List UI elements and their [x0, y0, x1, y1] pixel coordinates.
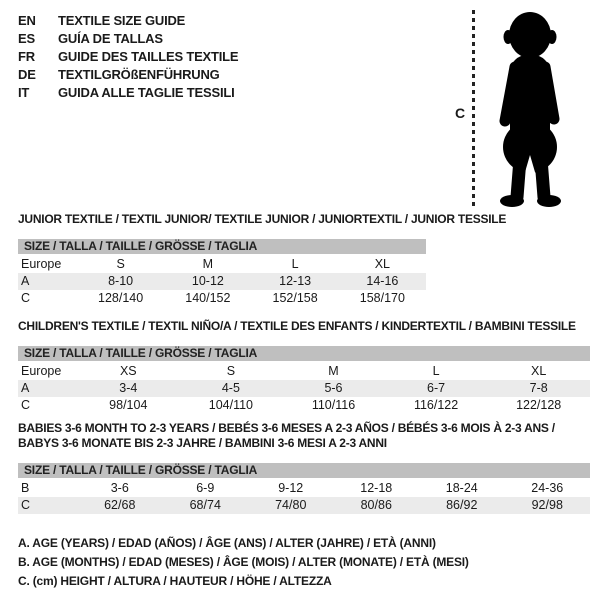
size-cell: 62/68 [104, 498, 136, 512]
table-row [18, 497, 590, 514]
size-cell: 12-18 [360, 481, 393, 495]
size-cell: 116/122 [413, 398, 459, 412]
size-cell: XL [531, 364, 547, 378]
footnote-b: B. AGE (MONTHS) / EDAD (MESES) / ÂGE (MOIS) / ALTER (MONATE) / ETÀ (MESI) [18, 555, 469, 569]
size-cell: L [291, 257, 299, 271]
size-header-bar: SIZE / TALLA / TAILLE / GRÖSSE / TAGLIA [18, 463, 590, 478]
table-row [18, 363, 590, 380]
size-cell: 3-4 [119, 381, 138, 395]
size-cell: 12-13 [279, 274, 312, 288]
language-code: IT [18, 85, 30, 100]
table-row [18, 273, 426, 290]
language-code: DE [18, 67, 36, 82]
section-title: JUNIOR TEXTILE / TEXTIL JUNIOR/ TEXTILE JUNIOR / JUNIORTEXTIL / JUNIOR TESSILE [18, 212, 507, 226]
row-label: C [21, 498, 31, 512]
size-cell: 9-12 [278, 481, 304, 495]
table-row [18, 397, 590, 414]
language-title: GUÍA DE TALLAS [58, 31, 163, 46]
row-label: A [21, 381, 30, 395]
language-code: FR [18, 49, 35, 64]
footnote-c: C. (cm) HEIGHT / ALTURA / HAUTEUR / HÖHE / ALTEZZA [18, 574, 332, 588]
section-title: CHILDREN'S TEXTILE / TEXTIL NIÑO/A / TEXTILE DES ENFANTS / KINDERTEXTIL / BAMBINI TESSILE [18, 319, 576, 333]
children-textile-section [18, 319, 590, 414]
section-title: BABIES 3-6 MONTH TO 2-3 YEARS / BEBÉS 3-6 MESES A 2-3 AÑOS / BÉBÉS 3-6 MOIS À 2-3 ANS / BABYS 3-6 MONATE BIS 2-3 JAHRE / BAMBINI 3-6 MESI A 2-3 ANNI [18, 421, 555, 450]
size-cell: 5-6 [324, 381, 343, 395]
footnote-a: A. AGE (YEARS) / EDAD (AÑOS) / ÂGE (ANS) / ALTER (JAHRE) / ETÀ (ANNI) [18, 536, 436, 550]
language-row [18, 84, 238, 102]
language-title-list [18, 12, 238, 102]
size-cell: 128/140 [98, 291, 144, 305]
size-cell: S [226, 364, 236, 378]
language-code: ES [18, 31, 35, 46]
size-cell: 24-36 [531, 481, 564, 495]
babies-size-table [18, 463, 590, 514]
language-row [18, 66, 238, 84]
row-label: A [21, 274, 30, 288]
row-label: C [21, 291, 31, 305]
size-cell: 98/104 [109, 398, 148, 412]
junior-textile-section [18, 212, 590, 307]
size-cell: 158/170 [359, 291, 405, 305]
size-header-bar: SIZE / TALLA / TAILLE / GRÖSSE / TAGLIA [18, 346, 590, 361]
size-cell: 14-16 [366, 274, 399, 288]
language-title: TEXTILE SIZE GUIDE [58, 13, 186, 28]
junior-size-table [18, 239, 426, 307]
language-row [18, 48, 238, 66]
size-cell: S [116, 257, 125, 271]
table-row [18, 290, 426, 307]
toddler-silhouette-icon [486, 9, 574, 209]
size-cell: 8-10 [108, 274, 134, 288]
footnote-list [18, 534, 469, 591]
size-cell: 7-8 [529, 381, 548, 395]
height-measure-dotted-line [472, 10, 475, 208]
size-cell: 152/158 [272, 291, 318, 305]
babies-textile-section [18, 421, 590, 514]
size-cell: 6-9 [196, 481, 215, 495]
row-label: Europe [21, 257, 62, 271]
size-cell: 86/92 [446, 498, 478, 512]
row-label: B [21, 481, 30, 495]
table-row [18, 256, 426, 273]
language-row [18, 30, 238, 48]
size-cell: 18-24 [445, 481, 478, 495]
language-code: EN [18, 13, 36, 28]
size-cell: M [202, 257, 214, 271]
language-title: TEXTILGRÖßENFÜHRUNG [58, 67, 220, 82]
size-cell: 74/80 [275, 498, 307, 512]
size-cell: 92/98 [531, 498, 563, 512]
size-cell: L [432, 364, 440, 378]
children-size-table [18, 346, 590, 414]
language-title: GUIDA ALLE TAGLIE TESSILI [58, 85, 235, 100]
language-title: GUIDE DES TAILLES TEXTILE [58, 49, 239, 64]
row-label: C [21, 398, 31, 412]
size-cell: 140/152 [185, 291, 231, 305]
size-cell: M [328, 364, 339, 378]
table-row [18, 380, 590, 397]
size-cell: 104/110 [208, 398, 254, 412]
row-label: Europe [21, 364, 62, 378]
size-cell: 10-12 [191, 274, 224, 288]
size-header-bar: SIZE / TALLA / TAILLE / GRÖSSE / TAGLIA [18, 239, 426, 254]
height-measure-label: C [455, 105, 466, 121]
table-row [18, 480, 590, 497]
language-row [18, 12, 238, 30]
size-cell: 4-5 [221, 381, 240, 395]
size-cell: 122/128 [516, 398, 562, 412]
size-cell: 68/74 [189, 498, 221, 512]
size-cell: 6-7 [427, 381, 446, 395]
size-cell: 110/116 [311, 398, 356, 412]
size-cell: XL [374, 257, 391, 271]
size-cell: XS [119, 364, 137, 378]
size-cell: 80/86 [360, 498, 392, 512]
size-cell: 3-6 [110, 481, 129, 495]
